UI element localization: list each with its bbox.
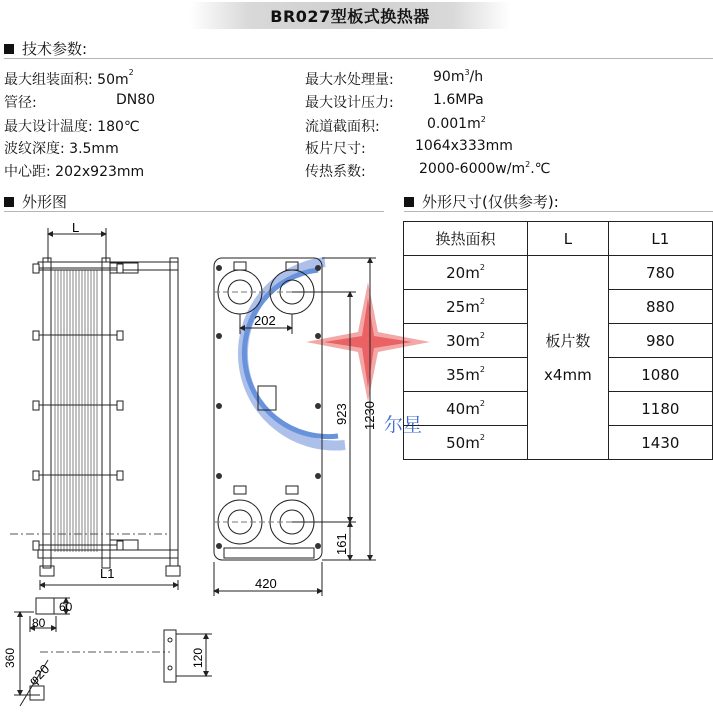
area-cell: $30m^2$ bbox=[404, 324, 528, 358]
param-value: DN80 bbox=[116, 92, 156, 108]
param-label: 传热系数: bbox=[305, 164, 366, 180]
param-value: 3.5mm bbox=[69, 141, 119, 157]
outline-dims-label: 外形尺寸(仅供参考): bbox=[422, 193, 559, 211]
table-header: L1 bbox=[608, 222, 712, 256]
param-value: 180℃ bbox=[97, 119, 140, 135]
param-label: 最大组装面积: bbox=[4, 72, 93, 88]
param-label: 波纹深度: bbox=[4, 141, 65, 157]
dim-label-phi20: φ20 bbox=[25, 661, 53, 689]
param-value: 1.6MPa bbox=[433, 92, 484, 108]
dimension-table bbox=[403, 221, 713, 460]
dim-label-923: 923 bbox=[334, 403, 349, 425]
outline-drawing-label: 外形图 bbox=[22, 193, 68, 211]
table-row bbox=[404, 256, 713, 290]
l1-cell: 980 bbox=[608, 324, 712, 358]
param-value: $0.001m^2$ bbox=[427, 115, 486, 132]
page-title: BR027型板式换热器 bbox=[270, 7, 430, 26]
dim-label-420: 420 bbox=[255, 576, 277, 591]
area-cell: $50m^2$ bbox=[404, 426, 528, 460]
l1-cell: 880 bbox=[608, 290, 712, 324]
area-cell: $20m^2$ bbox=[404, 256, 528, 290]
l1-cell: 1080 bbox=[608, 358, 712, 392]
dim-label-L1: L1 bbox=[100, 566, 115, 581]
dim-label-60: 60 bbox=[59, 600, 73, 614]
l1-cell: 780 bbox=[608, 256, 712, 290]
table-header: 换热面积 bbox=[404, 222, 528, 256]
param-label: 最大水处理量: bbox=[305, 72, 394, 88]
dim-label-202: 202 bbox=[254, 313, 276, 328]
param-value: 202x923mm bbox=[55, 164, 145, 180]
param-value: $50m^2$ bbox=[97, 68, 134, 88]
plate-count-cell: 板片数 x4mm bbox=[528, 256, 609, 460]
dim-label-161: 161 bbox=[334, 533, 349, 555]
area-cell: $40m^2$ bbox=[404, 392, 528, 426]
param-label: 流道截面积: bbox=[305, 119, 380, 135]
foot-detail-drawing bbox=[14, 598, 170, 706]
tech-params-label: 技术参数: bbox=[22, 40, 88, 58]
dim-label-120: 120 bbox=[191, 647, 205, 668]
table-header-row bbox=[404, 222, 713, 256]
table-header: L bbox=[528, 222, 609, 256]
dim-label-1230: 1230 bbox=[362, 401, 377, 430]
param-value: $2000-6000w/m^2.℃$ bbox=[419, 160, 551, 177]
l1-cell: 1180 bbox=[608, 392, 712, 426]
param-label: 最大设计温度: bbox=[4, 119, 93, 135]
area-cell: $25m^2$ bbox=[404, 290, 528, 324]
watermark-text: 尔星 bbox=[384, 415, 423, 436]
side-view-drawing bbox=[10, 228, 180, 590]
area-cell: $35m^2$ bbox=[404, 358, 528, 392]
dim-label-80: 80 bbox=[32, 616, 46, 630]
param-label: 管径: bbox=[4, 95, 37, 111]
dim-label-360: 360 bbox=[3, 647, 17, 668]
dim-label-L: L bbox=[72, 220, 80, 235]
param-label: 最大设计压力: bbox=[305, 95, 394, 111]
param-value: 1064x333mm bbox=[415, 138, 513, 154]
front-view-drawing bbox=[214, 258, 376, 596]
l1-cell: 1430 bbox=[608, 426, 712, 460]
param-label: 中心距: bbox=[4, 164, 51, 180]
param-label: 板片尺寸: bbox=[305, 141, 366, 157]
param-value: $90m^3/h$ bbox=[433, 68, 484, 85]
